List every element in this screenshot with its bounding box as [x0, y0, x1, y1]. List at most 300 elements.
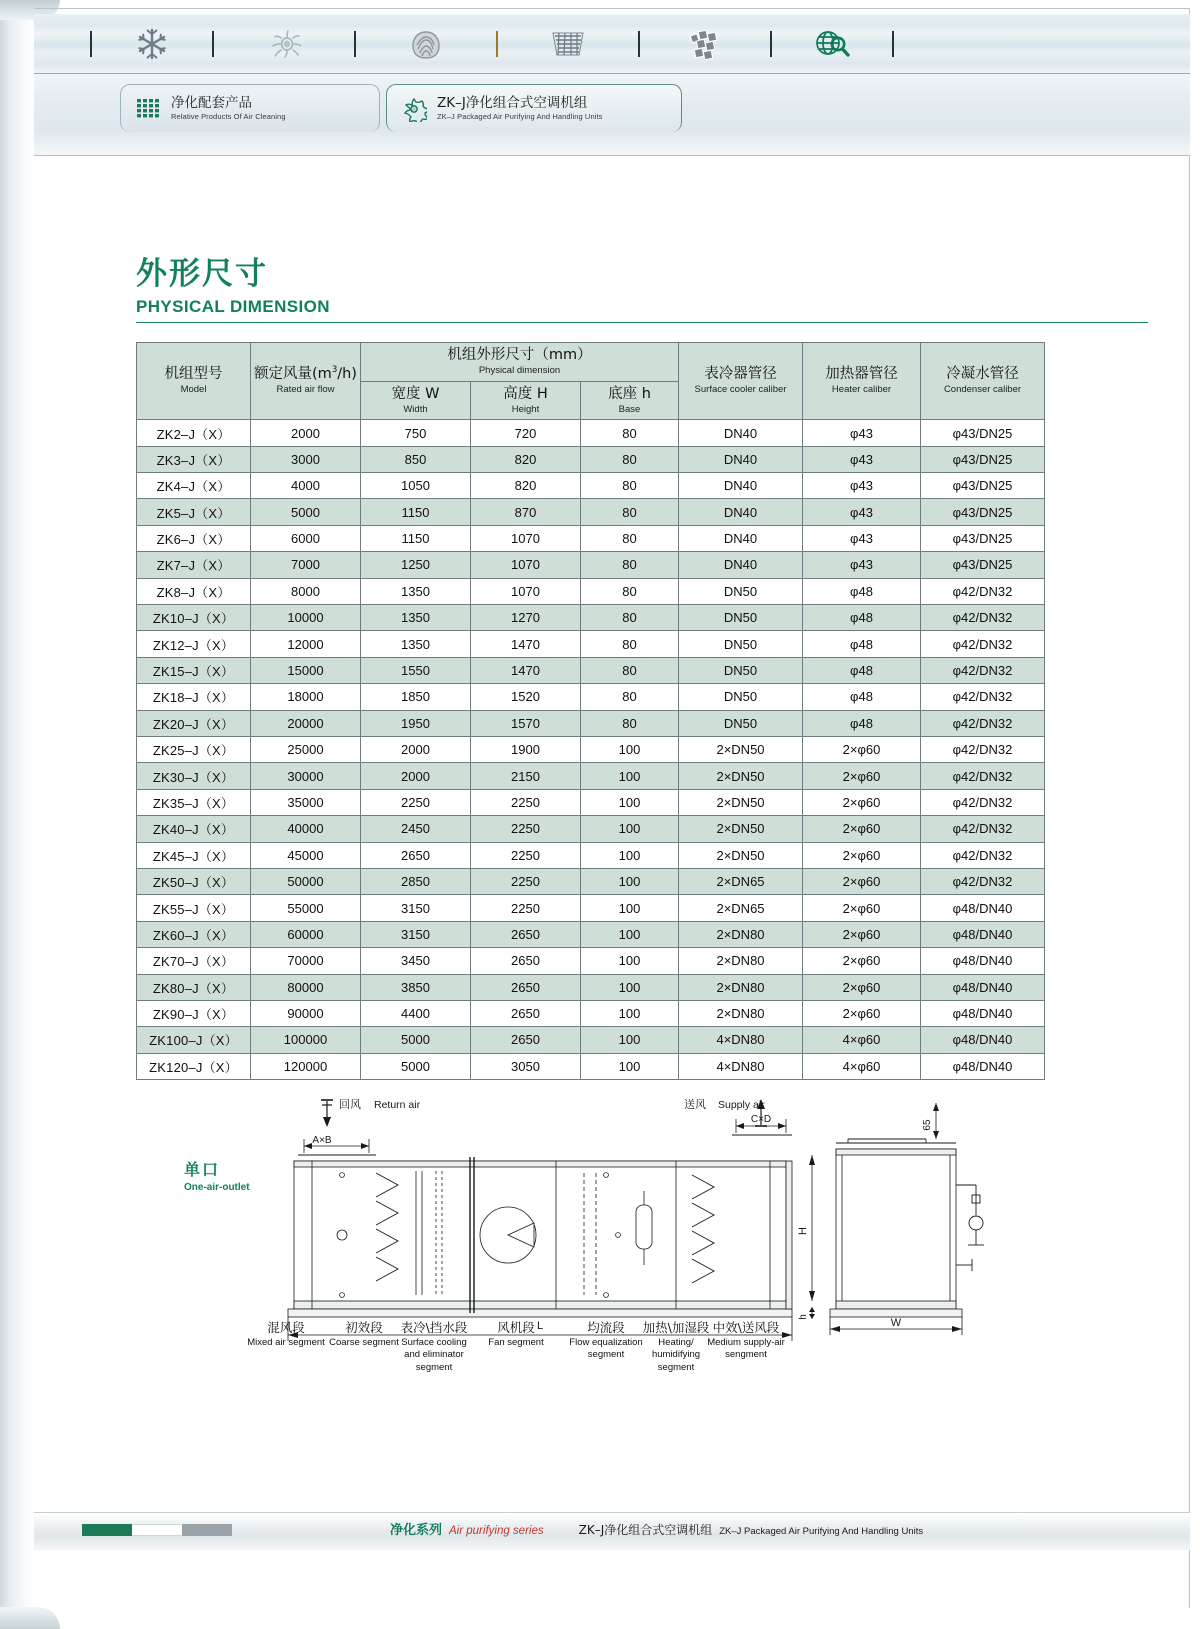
physical-dimension-table-wrapper	[136, 342, 1044, 1080]
segment-label-cn: 风机段	[497, 1320, 535, 1335]
cell-base: 100	[581, 1053, 679, 1079]
cell-cooler: 2×DN50	[679, 763, 803, 789]
svg-text:H: H	[797, 1227, 809, 1235]
cell-base: 80	[581, 631, 679, 657]
cell-cooler: 2×DN50	[679, 816, 803, 842]
table-row	[137, 789, 1045, 815]
cell-height: 2250	[471, 895, 581, 921]
cell-height: 2650	[471, 1000, 581, 1026]
cell-cooler: 2×DN65	[679, 868, 803, 894]
cell-width: 5000	[361, 1027, 471, 1053]
cell-height: 820	[471, 473, 581, 499]
cell-model: ZK80–J（X）	[137, 974, 251, 1000]
cell-heater: φ48	[803, 657, 921, 683]
svg-text:Return air: Return air	[374, 1099, 421, 1111]
svg-text:L: L	[536, 1320, 544, 1332]
cell-heater: 2×φ60	[803, 921, 921, 947]
cell-flow: 55000	[251, 895, 361, 921]
cell-base: 100	[581, 974, 679, 1000]
cell-heater: 4×φ60	[803, 1027, 921, 1053]
cell-height: 1520	[471, 684, 581, 710]
page-left-edge-decoration	[0, 0, 34, 1629]
segment-label-cn: 均流段	[587, 1320, 625, 1335]
dim-h-base-line	[809, 1307, 815, 1319]
cell-condenser: φ48/DN40	[921, 974, 1045, 1000]
cell-width: 2850	[361, 868, 471, 894]
cell-condenser: φ42/DN32	[921, 868, 1045, 894]
title-underline	[136, 322, 1148, 323]
cell-width: 1350	[361, 578, 471, 604]
cell-width: 1150	[361, 499, 471, 525]
filter-grid-icon	[135, 96, 161, 122]
cell-base: 100	[581, 1000, 679, 1026]
return-air-arrow	[321, 1100, 333, 1127]
page-title-en: PHYSICAL DIMENSION	[136, 297, 330, 316]
cell-width: 4400	[361, 1000, 471, 1026]
cell-condenser: φ43/DN25	[921, 525, 1045, 551]
front-elevation	[288, 1157, 792, 1317]
cell-flow: 10000	[251, 605, 361, 631]
cell-model: ZK35–J（X）	[137, 789, 251, 815]
cell-condenser: φ42/DN32	[921, 789, 1045, 815]
cell-height: 2250	[471, 868, 581, 894]
table-row	[137, 684, 1045, 710]
cell-condenser: φ42/DN32	[921, 578, 1045, 604]
cell-cooler: DN50	[679, 605, 803, 631]
table-row	[137, 525, 1045, 551]
svg-text:h: h	[798, 1314, 809, 1320]
segment-label	[246, 1320, 326, 1349]
cell-condenser: φ42/DN32	[921, 710, 1045, 736]
category-tab-bar	[34, 74, 1190, 156]
segment-label	[636, 1320, 716, 1374]
cell-flow: 20000	[251, 710, 361, 736]
cell-height: 1470	[471, 657, 581, 683]
cell-flow: 15000	[251, 657, 361, 683]
cell-flow: 2000	[251, 420, 361, 446]
cell-heater: 2×φ60	[803, 868, 921, 894]
segment-label-row	[136, 1320, 1066, 1390]
cell-height: 2650	[471, 974, 581, 1000]
cell-cooler: 2×DN50	[679, 789, 803, 815]
cell-flow: 45000	[251, 842, 361, 868]
col-header-rated-air-flow: 额定风量$(m^3/h)$ Rated air flow	[251, 343, 361, 420]
tab-zkj-packaged-air-purifying-units[interactable]	[386, 84, 682, 132]
cell-cooler: DN40	[679, 499, 803, 525]
cell-heater: 2×φ60	[803, 842, 921, 868]
cell-height: 1570	[471, 710, 581, 736]
table-row	[137, 921, 1045, 947]
cell-heater: φ43	[803, 446, 921, 472]
cell-cooler: 2×DN80	[679, 974, 803, 1000]
cell-cooler: DN40	[679, 552, 803, 578]
side-elevation	[809, 1103, 984, 1335]
cell-flow: 7000	[251, 552, 361, 578]
footer-series-en: Air purifying series	[449, 1525, 544, 1537]
cell-heater: 2×φ60	[803, 948, 921, 974]
cell-base: 80	[581, 499, 679, 525]
cell-cooler: 2×DN50	[679, 842, 803, 868]
page-title	[136, 248, 330, 317]
segment-label-en: Mixed air segment	[247, 1336, 325, 1348]
table-row	[137, 1027, 1045, 1053]
cell-width: 3150	[361, 895, 471, 921]
cell-condenser: φ43/DN25	[921, 473, 1045, 499]
cell-flow: 90000	[251, 1000, 361, 1026]
cell-model: ZK55–J（X）	[137, 895, 251, 921]
svg-text:A×B: A×B	[312, 1135, 332, 1146]
svg-text:65: 65	[922, 1119, 933, 1131]
table-row	[137, 974, 1045, 1000]
cell-condenser: φ42/DN32	[921, 737, 1045, 763]
cell-cooler: 2×DN65	[679, 895, 803, 921]
cell-cooler: DN50	[679, 710, 803, 736]
cell-width: 2000	[361, 763, 471, 789]
cell-base: 80	[581, 578, 679, 604]
segment-label-en: Medium supply-air sengment	[707, 1336, 785, 1361]
segment-label-en: Flow equalization segment	[569, 1336, 643, 1361]
cell-model: ZK7–J（X）	[137, 552, 251, 578]
cell-model: ZK5–J（X）	[137, 499, 251, 525]
cell-width: 1350	[361, 605, 471, 631]
fingerprint-icon[interactable]	[356, 27, 496, 61]
cell-height: 2150	[471, 763, 581, 789]
table-row	[137, 552, 1045, 578]
table-row	[137, 657, 1045, 683]
cell-width: 1950	[361, 710, 471, 736]
table-row	[137, 420, 1045, 446]
cell-condenser: φ43/DN25	[921, 446, 1045, 472]
page-bottom-corner-decoration	[0, 1607, 60, 1629]
cell-heater: φ43	[803, 420, 921, 446]
cell-cooler: DN50	[679, 684, 803, 710]
footer-text	[390, 1519, 923, 1538]
table-row	[137, 446, 1045, 472]
cell-height: 2650	[471, 1027, 581, 1053]
segment-label-en: Surface cooling and eliminator segment	[401, 1336, 467, 1373]
table-row	[137, 737, 1045, 763]
table-row	[137, 895, 1045, 921]
cell-base: 100	[581, 921, 679, 947]
footer-color-swatches	[82, 1524, 232, 1536]
footer-series-cn: 净化系列	[390, 1523, 443, 1538]
col-header-height: 高度 H Height	[471, 381, 581, 420]
cell-heater: 2×φ60	[803, 1000, 921, 1026]
cell-heater: 2×φ60	[803, 763, 921, 789]
cell-width: 2000	[361, 737, 471, 763]
swatch-green	[82, 1524, 132, 1536]
cell-heater: φ43	[803, 473, 921, 499]
cell-base: 80	[581, 525, 679, 551]
cell-base: 80	[581, 684, 679, 710]
cell-base: 80	[581, 420, 679, 446]
cell-heater: 2×φ60	[803, 895, 921, 921]
segment-label	[394, 1320, 474, 1374]
cell-width: 3850	[361, 974, 471, 1000]
cell-base: 100	[581, 763, 679, 789]
cell-heater: φ48	[803, 631, 921, 657]
cell-height: 1070	[471, 552, 581, 578]
cell-base: 100	[581, 1027, 679, 1053]
cell-heater: φ43	[803, 499, 921, 525]
cell-condenser: φ42/DN32	[921, 605, 1045, 631]
cell-flow: 12000	[251, 631, 361, 657]
cell-model: ZK120–J（X）	[137, 1053, 251, 1079]
table-row	[137, 816, 1045, 842]
cell-heater: φ43	[803, 525, 921, 551]
table-row	[137, 631, 1045, 657]
segment-label-en: Heating/ humidifying segment	[651, 1336, 701, 1373]
cell-model: ZK30–J（X）	[137, 763, 251, 789]
cell-flow: 6000	[251, 525, 361, 551]
col-header-base: 底座 h Base	[581, 381, 679, 420]
cell-height: 870	[471, 499, 581, 525]
cell-model: ZK3–J（X）	[137, 446, 251, 472]
panel-grid-icon[interactable]	[640, 28, 770, 60]
cell-height: 820	[471, 446, 581, 472]
footer-unit-cn: ZK–J净化组合式空调机组	[578, 1523, 713, 1537]
cell-base: 80	[581, 710, 679, 736]
cell-cooler: 4×DN80	[679, 1053, 803, 1079]
table-header-row-1	[137, 343, 1045, 382]
cell-width: 1050	[361, 473, 471, 499]
globe-search-icon[interactable]	[772, 27, 892, 61]
cell-base: 100	[581, 842, 679, 868]
cell-condenser: φ42/DN32	[921, 842, 1045, 868]
snowflake-icon[interactable]	[92, 27, 212, 61]
svg-text:回风: 回风	[339, 1098, 361, 1111]
physical-dimension-table	[136, 342, 1045, 1080]
cell-model: ZK90–J（X）	[137, 1000, 251, 1026]
table-row	[137, 578, 1045, 604]
segment-label-cn: 加热\加湿段	[642, 1320, 710, 1335]
tab-label-cn: 净化配套产品	[171, 95, 252, 112]
cell-flow: 70000	[251, 948, 361, 974]
cell-model: ZK2–J（X）	[137, 420, 251, 446]
cell-condenser: φ48/DN40	[921, 948, 1045, 974]
cell-height: 720	[471, 420, 581, 446]
cell-condenser: φ42/DN32	[921, 816, 1045, 842]
cell-width: 3450	[361, 948, 471, 974]
col-header-width: 宽度 W Width	[361, 381, 471, 420]
cell-cooler: 2×DN50	[679, 737, 803, 763]
cell-cooler: DN40	[679, 420, 803, 446]
segment-label	[324, 1320, 404, 1349]
table-row	[137, 1000, 1045, 1026]
segment-label	[476, 1320, 556, 1349]
cell-height: 2650	[471, 921, 581, 947]
table-row	[137, 763, 1045, 789]
cell-cooler: DN50	[679, 631, 803, 657]
cell-cooler: 4×DN80	[679, 1027, 803, 1053]
cell-base: 80	[581, 473, 679, 499]
cell-width: 2450	[361, 816, 471, 842]
page-title-cn: 外形尺寸	[136, 256, 268, 292]
col-header-physical-dimension-group: 机组外形尺寸（mm） Physical dimension	[361, 343, 679, 382]
svg-text:C×D: C×D	[750, 1114, 772, 1125]
cell-width: 1850	[361, 684, 471, 710]
cell-heater: φ48	[803, 684, 921, 710]
cell-height: 1070	[471, 525, 581, 551]
table-row	[137, 499, 1045, 525]
segment-label	[566, 1320, 646, 1362]
cell-base: 100	[581, 895, 679, 921]
cell-cooler: DN40	[679, 473, 803, 499]
table-row	[137, 710, 1045, 736]
cell-condenser: φ42/DN32	[921, 631, 1045, 657]
divider	[892, 31, 894, 57]
cell-condenser: φ43/DN25	[921, 420, 1045, 446]
cell-base: 100	[581, 948, 679, 974]
cell-base: 80	[581, 552, 679, 578]
table-row	[137, 605, 1045, 631]
cell-heater: φ43	[803, 552, 921, 578]
col-header-surface-cooler-caliber: 表冷器管径 Surface cooler caliber	[679, 343, 803, 420]
cell-model: ZK4–J（X）	[137, 473, 251, 499]
cell-base: 80	[581, 657, 679, 683]
cell-height: 1900	[471, 737, 581, 763]
col-header-heater-caliber: 加热器管径 Heater caliber	[803, 343, 921, 420]
cell-heater: 4×φ60	[803, 1053, 921, 1079]
svg-text:Supply air: Supply air	[718, 1099, 765, 1111]
cell-condenser: φ48/DN40	[921, 921, 1045, 947]
cell-model: ZK20–J（X）	[137, 710, 251, 736]
purifying-unit-icon	[401, 96, 427, 122]
tab-relative-products-of-air-cleaning[interactable]	[120, 84, 380, 132]
cell-flow: 40000	[251, 816, 361, 842]
swatch-white	[132, 1524, 182, 1536]
cell-flow: 5000	[251, 499, 361, 525]
segment-label-en: Coarse segment	[329, 1336, 399, 1348]
cell-condenser: φ48/DN40	[921, 895, 1045, 921]
cell-model: ZK25–J（X）	[137, 737, 251, 763]
table-row	[137, 473, 1045, 499]
col-header-model: 机组型号 Model	[137, 343, 251, 420]
cell-height: 2250	[471, 816, 581, 842]
cell-flow: 4000	[251, 473, 361, 499]
cell-width: 850	[361, 446, 471, 472]
cell-heater: φ48	[803, 710, 921, 736]
footer-unit-en: ZK–J Packaged Air Purifying And Handling Units	[719, 1526, 924, 1537]
cell-width: 1350	[361, 631, 471, 657]
cell-height: 2250	[471, 789, 581, 815]
cell-model: ZK8–J（X）	[137, 578, 251, 604]
cell-heater: 2×φ60	[803, 816, 921, 842]
cell-flow: 50000	[251, 868, 361, 894]
cell-model: ZK70–J（X）	[137, 948, 251, 974]
svg-text:W: W	[890, 1317, 902, 1329]
swatch-grey	[182, 1524, 232, 1536]
cell-cooler: 2×DN80	[679, 1000, 803, 1026]
cell-width: 750	[361, 420, 471, 446]
cell-model: ZK6–J（X）	[137, 525, 251, 551]
cell-model: ZK18–J（X）	[137, 684, 251, 710]
cell-cooler: DN50	[679, 578, 803, 604]
cell-heater: 2×φ60	[803, 737, 921, 763]
cell-width: 5000	[361, 1053, 471, 1079]
top-icon-bar	[34, 14, 1190, 74]
cell-model: ZK100–J（X）	[137, 1027, 251, 1053]
cell-condenser: φ48/DN40	[921, 1053, 1045, 1079]
cell-condenser: φ42/DN32	[921, 657, 1045, 683]
mesh-filter-icon[interactable]	[498, 27, 638, 61]
cell-flow: 100000	[251, 1027, 361, 1053]
cell-flow: 25000	[251, 737, 361, 763]
cell-height: 1070	[471, 578, 581, 604]
tab-label-en: Relative Products Of Air Cleaning	[171, 112, 286, 122]
dim-h-line	[809, 1155, 815, 1301]
diagram-drawing	[136, 1095, 1066, 1345]
segment-label-cn: 混风段	[267, 1320, 305, 1335]
cell-flow: 35000	[251, 789, 361, 815]
cell-model: ZK15–J（X）	[137, 657, 251, 683]
cell-cooler: DN50	[679, 657, 803, 683]
cell-heater: 2×φ60	[803, 789, 921, 815]
table-row	[137, 868, 1045, 894]
cell-condenser: φ43/DN25	[921, 499, 1045, 525]
cell-heater: φ48	[803, 605, 921, 631]
segment-label-cn: 初效段	[345, 1320, 383, 1335]
cell-heater: 2×φ60	[803, 974, 921, 1000]
cell-flow: 18000	[251, 684, 361, 710]
cell-base: 80	[581, 446, 679, 472]
cell-cooler: 2×DN80	[679, 948, 803, 974]
cell-flow: 30000	[251, 763, 361, 789]
cell-height: 3050	[471, 1053, 581, 1079]
col-header-condenser-caliber: 冷凝水管径 Condenser caliber	[921, 343, 1045, 420]
table-row	[137, 948, 1045, 974]
cell-width: 1250	[361, 552, 471, 578]
cell-base: 100	[581, 868, 679, 894]
diagram-label: 单口 One-air-outlet	[184, 1160, 250, 1193]
table-header	[137, 343, 1045, 420]
cell-model: ZK40–J（X）	[137, 816, 251, 842]
cell-height: 2650	[471, 948, 581, 974]
cell-flow: 80000	[251, 974, 361, 1000]
cell-base: 100	[581, 816, 679, 842]
cell-flow: 3000	[251, 446, 361, 472]
cell-base: 80	[581, 605, 679, 631]
cell-model: ZK50–J（X）	[137, 868, 251, 894]
cell-width: 2250	[361, 789, 471, 815]
cell-cooler: DN40	[679, 525, 803, 551]
svg-text:送风: 送风	[684, 1098, 706, 1111]
cell-condenser: φ48/DN40	[921, 1027, 1045, 1053]
cell-base: 100	[581, 737, 679, 763]
cell-cooler: DN40	[679, 446, 803, 472]
cell-height: 1270	[471, 605, 581, 631]
table-row	[137, 842, 1045, 868]
tab-label-en: ZK–J Packaged Air Purifying And Handling Units	[437, 112, 603, 122]
tab-label-cn: ZK–J净化组合式空调机组	[437, 95, 588, 112]
cell-model: ZK12–J（X）	[137, 631, 251, 657]
cell-model: ZK45–J（X）	[137, 842, 251, 868]
cell-model: ZK60–J（X）	[137, 921, 251, 947]
cell-cooler: 2×DN80	[679, 921, 803, 947]
cell-flow: 120000	[251, 1053, 361, 1079]
table-body	[137, 420, 1045, 1080]
segment-label-cn: 中效\送风段	[712, 1320, 780, 1335]
table-row	[137, 1053, 1045, 1079]
cell-height: 2250	[471, 842, 581, 868]
cell-width: 1550	[361, 657, 471, 683]
segment-label	[706, 1320, 786, 1362]
cell-width: 2650	[361, 842, 471, 868]
cell-base: 100	[581, 789, 679, 815]
cell-condenser: φ43/DN25	[921, 552, 1045, 578]
segment-label-en: Fan segment	[488, 1336, 544, 1348]
bacteria-icon[interactable]	[214, 28, 354, 60]
